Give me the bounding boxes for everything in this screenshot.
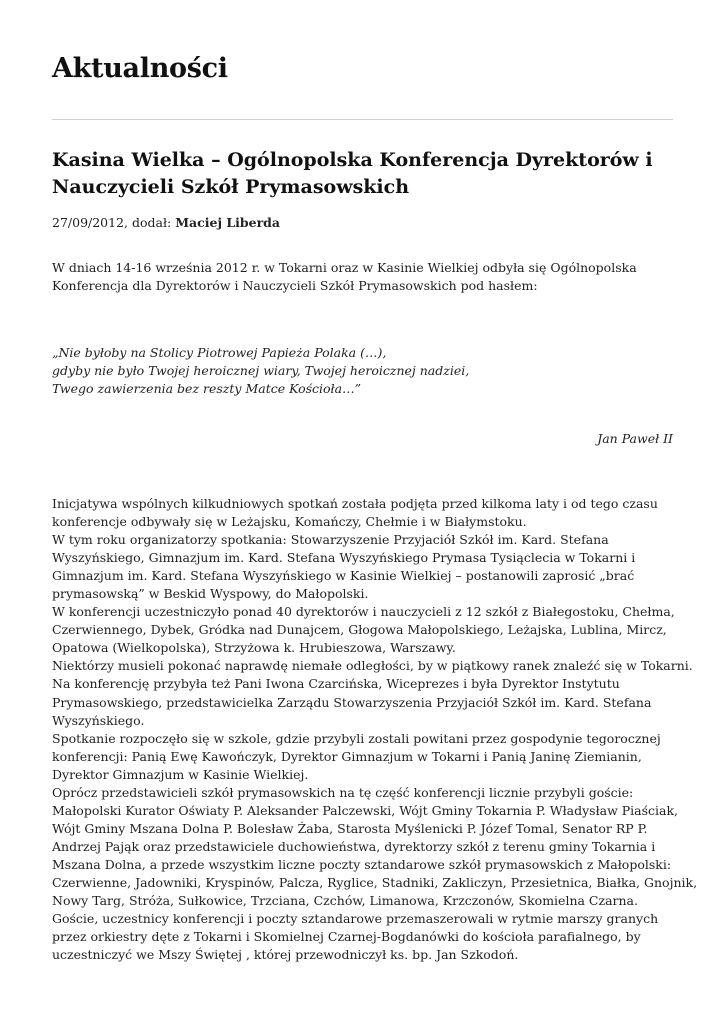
- article-body: [52, 495, 698, 964]
- quote-author: Jan Paweł II: [597, 431, 673, 446]
- body-line: Czerwienne, Jadowniki, Kryspinów, Palcza, Ryglice, Stadniki, Zakliczyn, Przesietnica, Białka, Gnojnik,: [52, 874, 698, 890]
- body-line: Dyrektor Gimnazjum w Kasinie Wielkiej.: [52, 766, 309, 782]
- body-line: Spotkanie rozpoczęło się w szkole, gdzie przybyli zostali powitani przez gospodynie tegorocznej: [52, 730, 661, 746]
- body-line: uczestniczyć we Mszy Świętej , której przewodniczył ks. bp. Jan Szkodoń.: [52, 947, 519, 963]
- body-line: Goście, uczestnicy konferencji i poczty sztandarowe przemaszerowali w rytmie marszy granych: [52, 911, 659, 927]
- body-line: Gimnazjum im. Kard. Stefana Wyszyńskiego w Kasinie Wielkiej – postanowili zaprosić „brać: [52, 568, 635, 584]
- article-author: Maciej Liberda: [175, 215, 280, 230]
- body-line: Opatowa (Wielkopolska), Strzyżowa k. Hrubieszowa, Warszawy.: [52, 640, 456, 656]
- body-line: Niektórzy musieli pokonać naprawdę niemałe odległości, by w piątkowy ranek znaleźć się w Tokarni.: [52, 658, 693, 674]
- body-line: przez orkiestry dęte z Tokarni i Skomielnej Czarnej-Bogdanówki do kościoła parafialnego, by: [52, 929, 641, 945]
- body-line: W konferencji uczestniczyło ponad 40 dyrektorów i nauczycieli z 12 szkół z Białegostoku, Chełma,: [52, 604, 675, 620]
- divider: [52, 119, 673, 120]
- quote: [52, 344, 673, 398]
- body-line: Wójt Gminy Mszana Dolna P. Bolesław Żaba, Starosta Myślenicki P. Józef Tomal, Senator RP P.: [52, 820, 648, 836]
- body-line: prymasowską” w Beskid Wyspowy, do Małopolski.: [52, 586, 369, 602]
- body-line: Wyszyńskiego.: [52, 712, 145, 728]
- section-title: Aktualności: [52, 53, 228, 84]
- article-title[interactable]: Kasina Wielka – Ogólnopolska Konferencja Dyrektorów i Nauczycieli Szkół Prymasowskich: [52, 149, 653, 198]
- article-intro: W dniach 14-16 września 2012 r. w Tokarni oraz w Kasinie Wielkiej odbyła się Ogólnopolska Konferencja dla Dyrektorów i Nauczycieli Szkół Prymasowskich pod hasłem:: [52, 260, 637, 293]
- body-line: konferencje odbywały się w Leżajsku, Komańczy, Chełmie i w Białymstoku.: [52, 514, 527, 530]
- body-line: Oprócz przedstawicieli szkół prymasowskich na tę część konferencji licznie przybyli goście:: [52, 784, 634, 800]
- quote-line: „Nie byłoby na Stolicy Piotrowej Papieża Polaka (…),: [52, 345, 387, 360]
- body-line: Andrzej Pająk oraz przedstawiciele duchowieństwa, dyrektorzy szkół z terenu gminy Tokarnia i: [52, 838, 656, 854]
- body-line: Nowy Targ, Stróża, Sułkowice, Trzciana, Czchów, Limanowa, Krzczonów, Skomielna Czarna.: [52, 893, 638, 909]
- body-line: Małopolski Kurator Oświaty P. Aleksander Palczewski, Wójt Gminy Tokarnia P. Władysław Piaściak,: [52, 802, 679, 818]
- quote-line: gdyby nie było Twojej heroicznej wiary, Twojej heroicznej nadziei,: [52, 363, 470, 378]
- article-meta: [52, 214, 280, 232]
- body-line: Na konferencję przybyła też Pani Iwona Czarcińska, Wiceprezes i była Dyrektor Instytutu: [52, 676, 620, 692]
- body-line: Mszana Dolna, a przede wszystkim liczne poczty sztandarowe szkół prymasowskich z Małopolski:: [52, 856, 672, 872]
- added-by-label: , dodał:: [124, 215, 176, 230]
- body-line: Inicjatywa wspólnych kilkudniowych spotkań została podjęta przed kilkoma laty i od tego czasu: [52, 496, 658, 511]
- body-line: konferencji: Panią Ewę Kawończyk, Dyrektor Gimnazjum w Tokarni i Panią Janinę Ziemianin,: [52, 748, 642, 764]
- quote-line: Twego zawierzenia bez reszty Matce Kościoła…”: [52, 381, 361, 396]
- body-line: Prymasowskiego, przedstawicielka Zarządu Stowarzyszenia Przyjaciół Szkół im. Kard. Stefana: [52, 694, 652, 710]
- body-line: Czerwiennego, Dybek, Gródka nad Dunajcem, Głogowa Małopolskiego, Leżajska, Lublina, Mircz,: [52, 622, 667, 638]
- body-line: Wyszyńskiego, Gimnazjum im. Kard. Stefana Wyszyńskiego Prymasa Tysiąclecia w Tokarni i: [52, 550, 636, 566]
- body-line: W tym roku organizatorzy spotkania: Stowarzyszenie Przyjaciół Szkół im. Kard. Stefana: [52, 532, 609, 548]
- article-date: 27/09/2012: [52, 215, 125, 230]
